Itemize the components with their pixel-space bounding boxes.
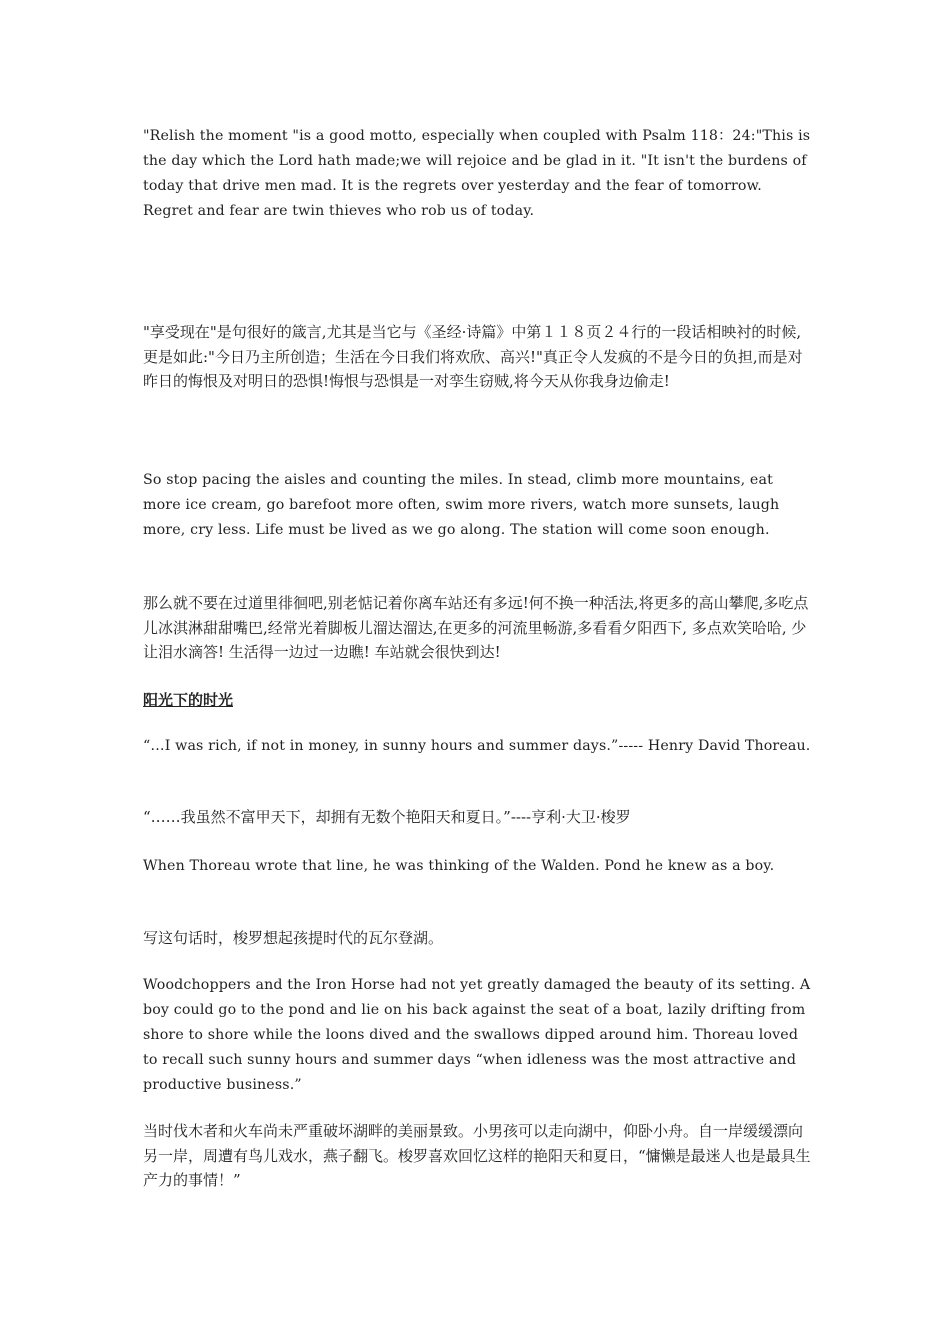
paragraph-thoreau-quote-en: “…I was rich, if not in money, in sunny hours and summer days.”----- Henry David Thoreau. [143, 738, 811, 754]
paragraph-thoreau-quote-zh: “……我虽然不富甲天下，却拥有无数个艳阳天和夏日。”----亨利·大卫·梭罗 [143, 808, 631, 826]
paragraph-stop-pacing-en: So stop pacing the aisles and counting the miles. In stead, climb more mountains, eat more ice cream, go barefoot more often, swim more rivers, watch more sunsets, laugh more, cry less. Life must be lived as we go along. The station will come soon enough. [143, 472, 784, 538]
paragraph-relish-moment-en: "Relish the moment "is a good motto, especially when coupled with Psalm 118：24:"This is the day which the Lord hath made;we will rejoice and be glad in it. "It isn't the burdens of today that drive men mad. It is the regrets over yesterday and the fear of tomorrow. Regret and fear are twin thieves who rob us of today. [143, 128, 815, 219]
paragraph-walden-en: When Thoreau wrote that line, he was thinking of the Walden. Pond he knew as a boy. [143, 858, 775, 874]
paragraph-woodchoppers-zh: 当时伐木者和火车尚未严重破坏湖畔的美丽景致。小男孩可以走向湖中，仰卧小舟。自一岸缓缓漂向另一岸，周遭有鸟儿戏水，燕子翻飞。梭罗喜欢回忆这样的艳阳天和夏日，“慵懒是最迷人也是最具生产力的事情！” [143, 1122, 811, 1189]
paragraph-walden-zh: 写这句话时，梭罗想起孩提时代的瓦尔登湖。 [143, 929, 444, 947]
section-heading: 阳光下的时光 [143, 691, 234, 709]
paragraph-stop-pacing-zh: 那么就不要在过道里徘徊吧,别老惦记着你离车站还有多远!何不换一种活法,将更多的高山攀爬,多吃点儿冰淇淋甜甜嘴巴,经常光着脚板儿溜达溜达,在更多的河流里畅游,多看看夕阳西下, 多点欢笑哈哈, 少让泪水滴答! 生活得一边过一边瞧! 车站就会很快到达! [143, 594, 809, 661]
paragraph-relish-moment-zh: "享受现在"是句很好的箴言,尤其是当它与《圣经·诗篇》中第１１８页２４行的一段话相映衬的时候,更是如此:"今日乃主所创造；生活在今日我们将欢欣、高兴!"真正令人发疯的不是今日的负担,而是对昨日的悔恨及对明日的恐惧!悔恨与恐惧是一对孪生窃贼,将今天从你我身边偷走! [143, 323, 803, 390]
paragraph-woodchoppers-en: Woodchoppers and the Iron Horse had not yet greatly damaged the beauty of its setting. A boy could go to the pond and lie on his back against the seat of a boat, lazily drifting from shore to shore while the loons dived and the swallows dipped around him. Thoreau loved to recall such sunny hours and summer days “when idleness was the most attractive and productive business.” [143, 977, 815, 1093]
